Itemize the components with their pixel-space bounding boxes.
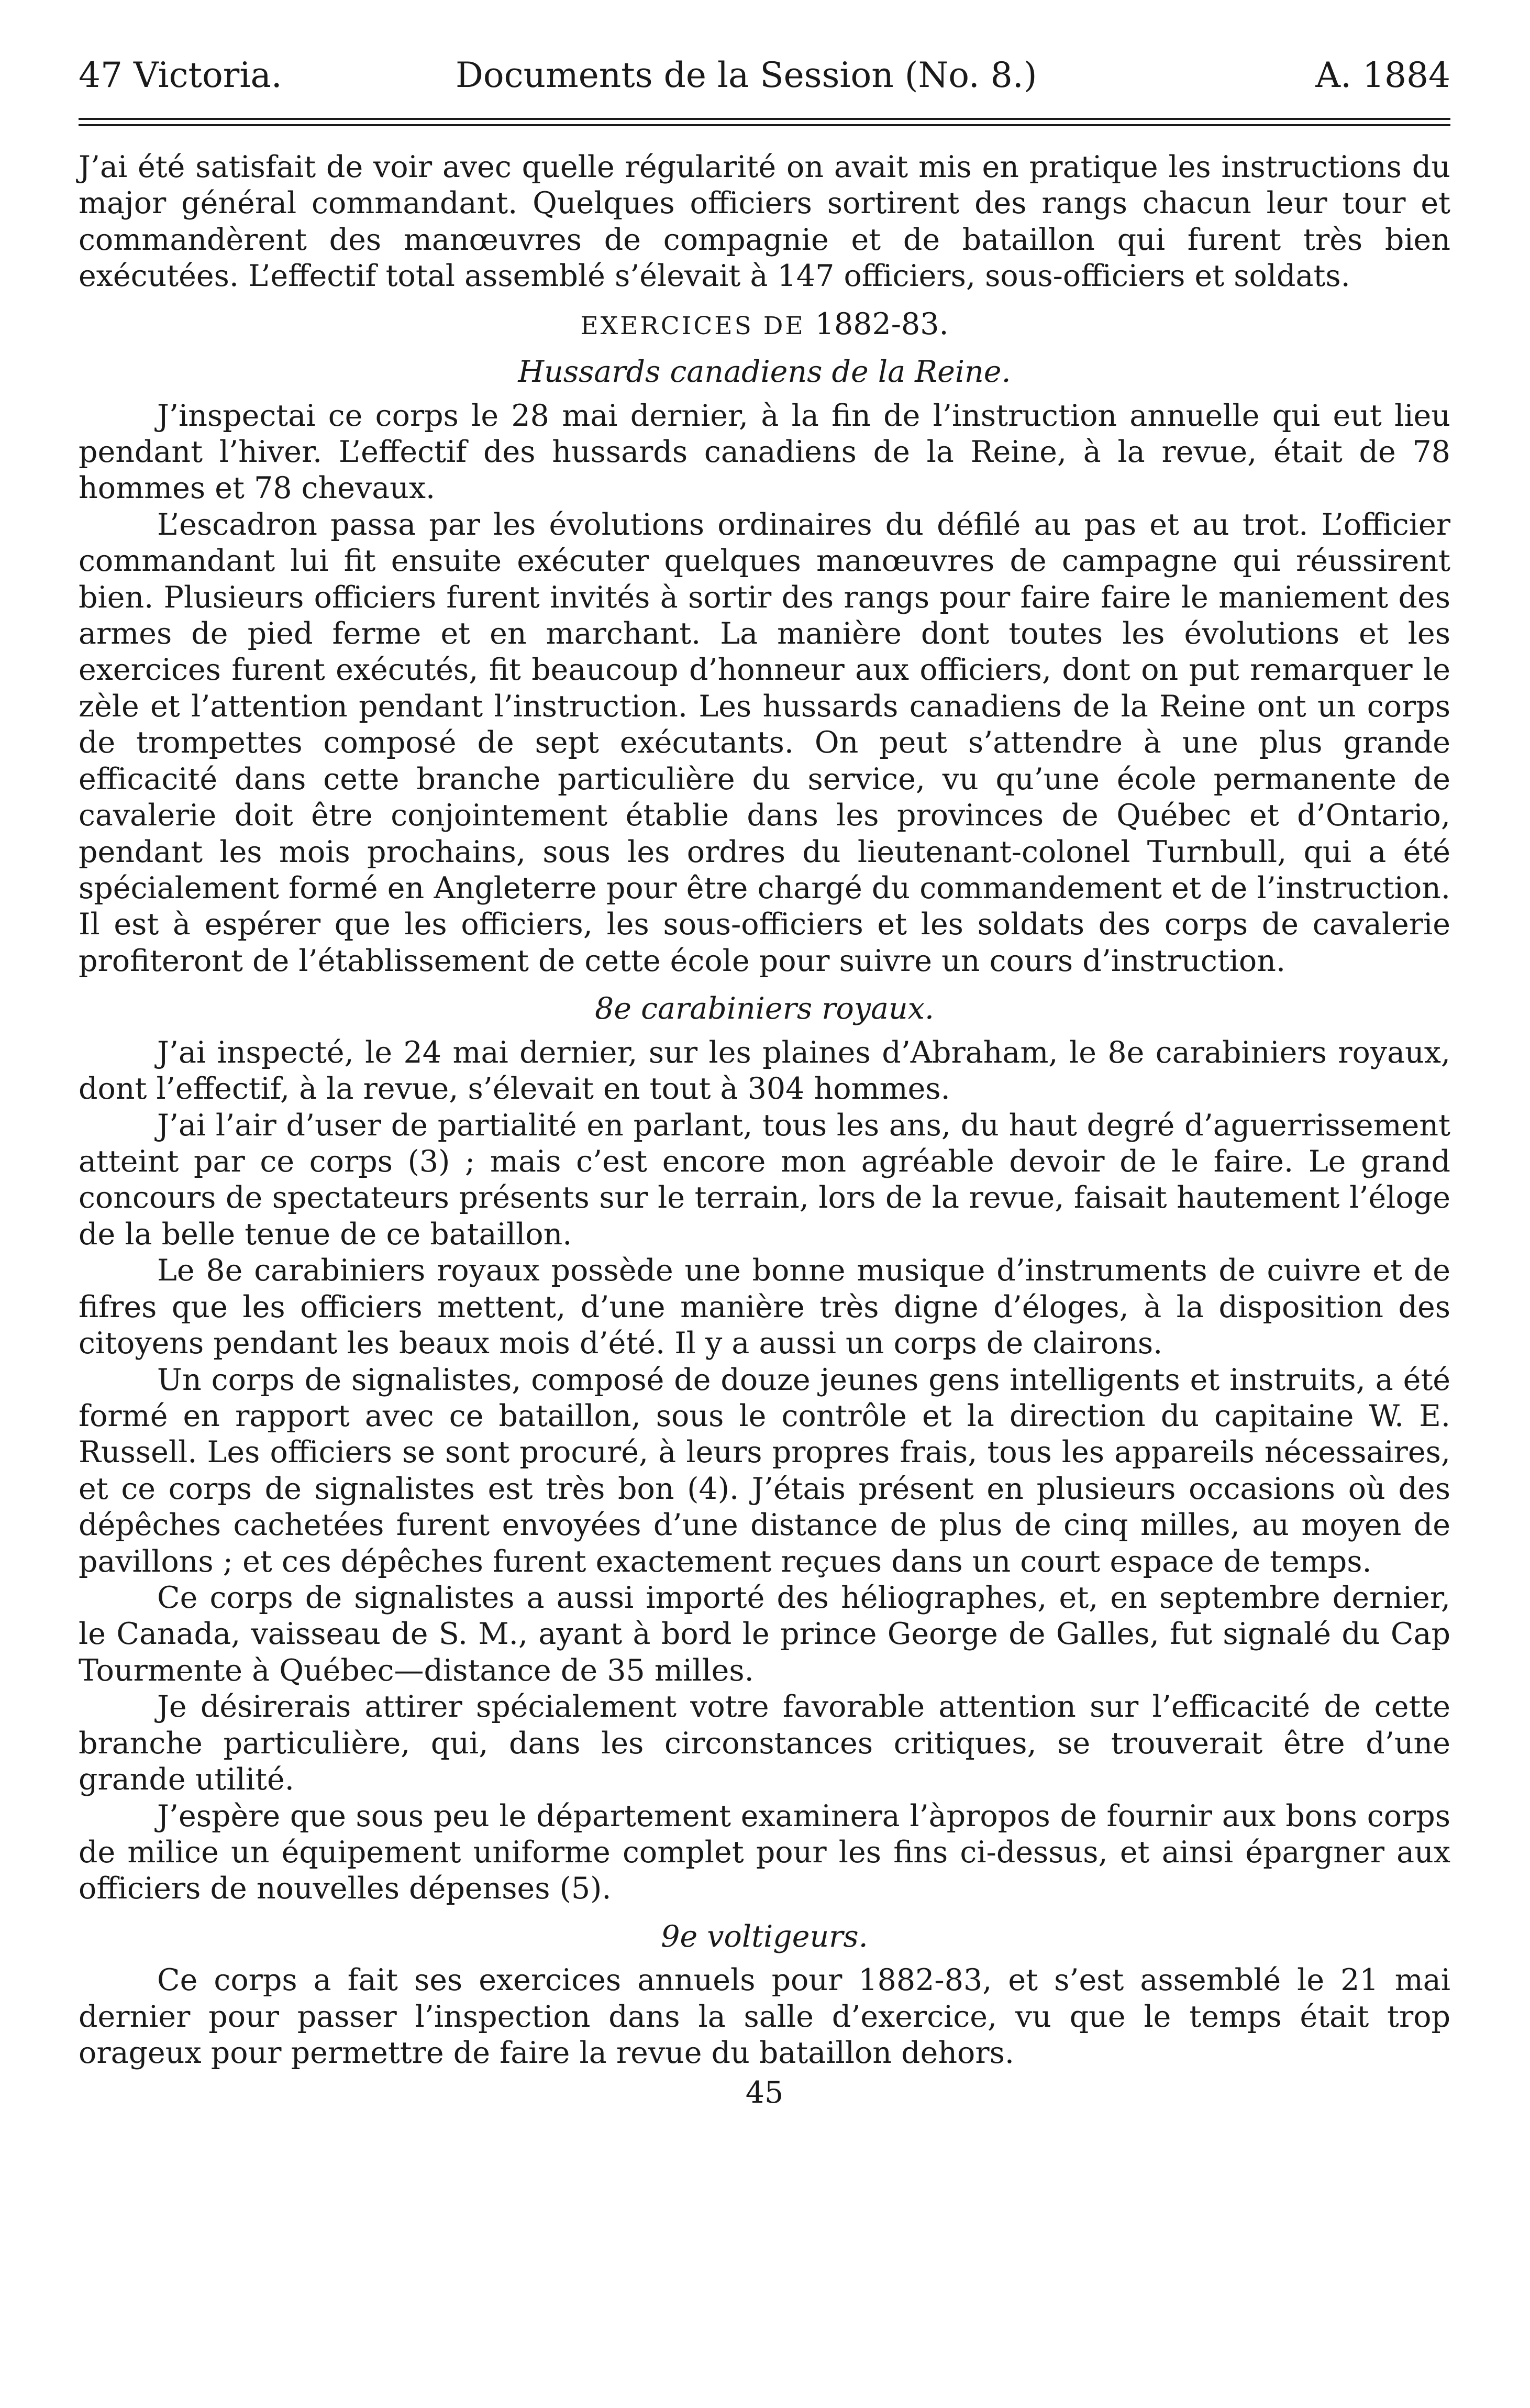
paragraph: Un corps de signalistes, composé de douze jeunes gens intelligents et instruits, a été formé en rapport avec ce bataillon, sous le contrôle et la direction du capitaine W. E. Russell. Les officiers se sont procuré, à leurs propres frais, tous les appareils nécessaires, et ce corps de signalistes est très bon (4). J’étais présent en plusieurs occasions où des dépêches cachetées furent envoyées d’une distance de plus de cinq milles, au moyen de pavillons ; et ces dépêches furent exactement reçues dans un court espace de temps.	[79, 1362, 1450, 1579]
page-number: 45	[745, 2075, 784, 2110]
section-heading-exercices	[79, 306, 1450, 343]
document-page	[79, 50, 1450, 2111]
paragraph: Le 8e carabiniers royaux possède une bonne musique d’instruments de cuivre et de fifres que les officiers mettent, d’une manière très digne d’éloges, à la disposition des citoyens pendant les beaux mois d’été. Il y a aussi un corps de clairons.	[79, 1253, 1450, 1361]
header-year: A. 1884	[1315, 55, 1450, 95]
document-body	[79, 149, 1450, 2111]
paragraph: Ce corps de signalistes a aussi importé des héliographes, et, en septembre dernier, le Canada, vaisseau de S. M., ayant à bord le prince George de Galles, fut signalé du Cap Tourmente à Québec—distance de 35 milles.	[79, 1581, 1450, 1688]
header-title: Documents de la Session (No. 8.)	[456, 55, 1037, 95]
paragraph: J’ai l’air d’user de partialité en parlant, tous les ans, du haut degré d’aguerrissement atteint par ce corps (3) ; mais c’est encore mon agréable devoir de le faire. Le grand concours de spectateurs présents sur le terrain, lors de la revue, faisait hautement l’éloge de la belle tenue de ce bataillon.	[79, 1108, 1450, 1252]
paragraph: J’ai été satisfait de voir avec quelle régularité on avait mis en pratique les instructions du major général commandant. Quelques officiers sortirent des rangs chacun leur tour et commandèrent des manœuvres de compagnie et de bataillon qui furent très bien exécutées. L’effectif total assemblé s’élevait à 147 officiers, sous-officiers et soldats.	[79, 150, 1450, 294]
section-heading-year: 1882-83.	[815, 306, 949, 341]
header-double-rule	[79, 118, 1450, 128]
header-volume: 47 Victoria.	[79, 55, 282, 95]
paragraph: Je désirerais attirer spécialement votre favorable attention sur l’efficacité de cette branche particulière, qui, dans les circonstances critiques, se trouverait être d’une grande utilité.	[79, 1689, 1450, 1797]
paragraph: J’espère que sous peu le département examinera l’àpropos de fournir aux bons corps de milice un équipement uniforme complet pour les fins ci-dessus, et ainsi épargner aux officiers de nouvelles dépenses (5).	[79, 1798, 1450, 1906]
paragraph: Ce corps a fait ses exercices annuels pour 1882-83, et s’est assemblé le 21 mai dernier pour passer l’inspection dans la salle d’exercice, vu que le temps était trop orageux pour permettre de faire la revue du bataillon dehors.	[79, 1963, 1450, 2071]
section-heading-hussards: Hussards canadiens de la Reine.	[518, 355, 1011, 390]
paragraph: J’ai inspecté, le 24 mai dernier, sur les plaines d’Abraham, le 8e carabiniers royaux, dont l’effectif, à la revue, s’élevait en tout à 304 hommes.	[79, 1035, 1450, 1107]
section-heading-label: EXERCICES DE	[580, 311, 805, 340]
running-header	[79, 50, 1450, 118]
paragraph: J’inspectai ce corps le 28 mai dernier, à la fin de l’instruction annuelle qui eut lieu pendant l’hiver. L’effectif des hussards canadiens de la Reine, à la revue, était de 78 hommes et 78 chevaux.	[79, 398, 1450, 506]
section-heading-carabiniers: 8e carabiniers royaux.	[595, 991, 934, 1026]
section-heading-voltigeurs: 9e voltigeurs.	[661, 1919, 868, 1954]
paragraph: L’escadron passa par les évolutions ordinaires du défilé au pas et au trot. L’officier commandant lui fit ensuite exécuter quelques manœuvres de campagne qui réussirent bien. Plusieurs officiers furent invités à sortir des rangs pour faire faire le maniement des armes de pied ferme et en marchant. La manière dont toutes les évolutions et les exercices furent exécutés, fit beaucoup d’honneur aux officiers, dont on put remarquer le zèle et l’attention pendant l’instruction. Les hussards canadiens de la Reine ont un corps de trompettes composé de sept exécutants. On peut s’attendre à une plus grande efficacité dans cette branche particulière du service, vu qu’une école permanente de cavalerie doit être conjointement établie dans les provinces de Québec et d’Ontario, pendant les mois prochains, sous les ordres du lieutenant-colonel Turnbull, qui a été spécialement formé en Angleterre pour être chargé du commandement et de l’instruction. Il est à espérer que les officiers, les sous-officiers et les soldats des corps de cavalerie profiteront de l’établissement de cette école pour suivre un cours d’instruction.	[79, 507, 1450, 978]
